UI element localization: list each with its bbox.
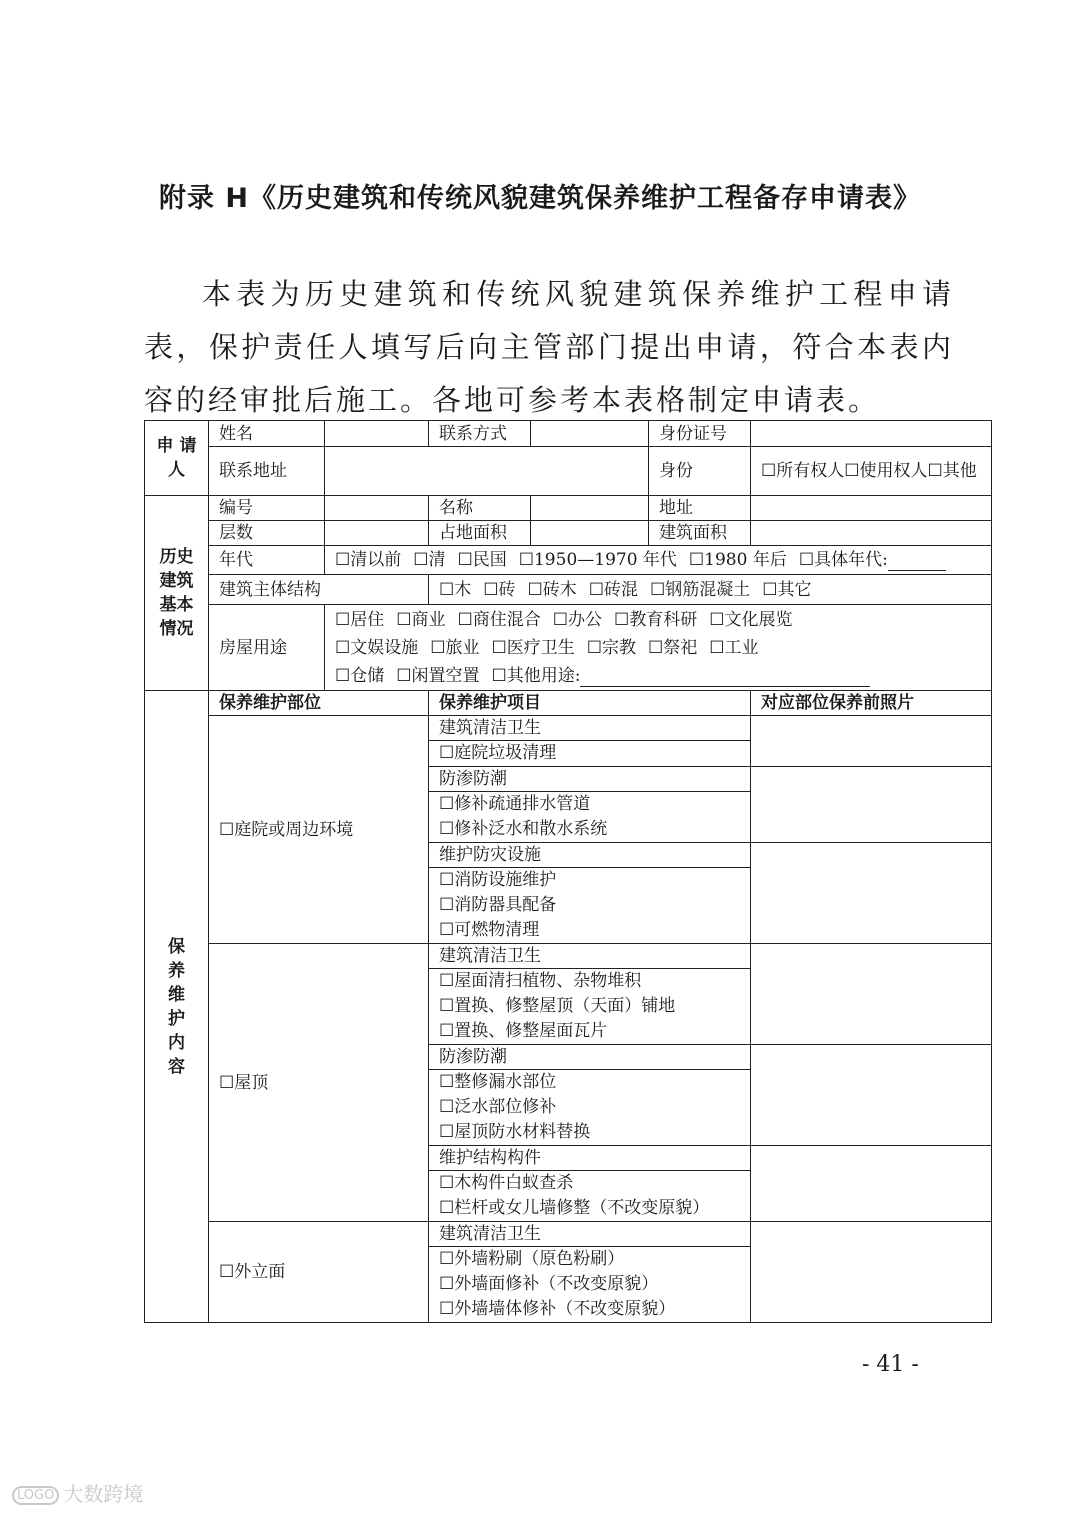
maintenance-item-list [429,741,751,767]
usage-option[interactable]: ☐仓储 [335,665,385,686]
usage-option[interactable]: ☐医疗卫生 [491,637,575,658]
applicant-row-1 [145,421,992,447]
maintenance-item-checkbox[interactable]: ☐泛水部位修补 [439,1097,557,1117]
col-part-header: 保养维护部位 [209,691,429,716]
maintenance-item-list [429,868,751,944]
maintenance-part[interactable]: ☐庭院或周边环境 [209,716,429,944]
identity-label: 身份 [649,447,751,496]
land-area-label: 占地面积 [429,521,531,546]
maintenance-item-checkbox[interactable]: ☐屋顶防水材料替换 [439,1122,591,1142]
maintenance-item-list [429,1247,751,1323]
maintenance-item-checkbox[interactable]: ☐消防设施维护 [439,870,557,890]
contact-label: 联系方式 [429,421,531,447]
era-options[interactable] [325,546,992,575]
building-area-label: 建筑面积 [649,521,751,546]
maintenance-group-heading: 维护防灾设施 [429,843,751,868]
usage-option[interactable]: ☐文化展览 [709,609,793,630]
maintenance-part[interactable]: ☐屋顶 [209,944,429,1222]
usage-option[interactable]: ☐居住 [335,609,385,630]
maintenance-group-heading: 建筑清洁卫生 [429,1222,751,1247]
number-label: 编号 [209,496,325,521]
maintenance-item-checkbox[interactable]: ☐消防器具配备 [439,895,557,915]
maintenance-item-checkbox[interactable]: ☐修补泛水和散水系统 [439,819,608,839]
era-row [145,546,992,575]
usage-row [145,605,992,691]
maintenance-item-list [429,1171,751,1222]
building-row-1 [145,496,992,521]
photo-cell[interactable] [751,1045,992,1146]
maintenance-item-checkbox[interactable]: ☐栏杆或女儿墙修整（不改变原貌） [439,1198,710,1218]
structure-option[interactable]: ☐砖 [483,579,516,600]
maintenance-item-list [429,969,751,1045]
watermark [12,1478,143,1507]
building-address-field[interactable] [751,496,992,521]
era-option[interactable]: ☐民国 [457,550,507,570]
id-number-label: 身份证号 [649,421,751,447]
name-field[interactable] [325,421,429,447]
id-number-field[interactable] [751,421,992,447]
contact-field[interactable] [531,421,649,447]
watermark-logo-icon: LOGO [12,1486,59,1505]
photo-cell[interactable] [751,843,992,944]
maintenance-item-checkbox[interactable]: ☐外墙面修补（不改变原貌） [439,1274,659,1294]
watermark-text: 大数跨境 [63,1482,144,1506]
maintenance-group-heading: 防渗防潮 [429,767,751,792]
applicant-row-2 [145,447,992,496]
maintenance-item-checkbox[interactable]: ☐庭院垃圾清理 [439,743,557,763]
maintenance-item-list [429,792,751,843]
photo-cell[interactable] [751,716,992,767]
usage-option[interactable]: ☐宗教 [586,637,636,658]
address-label: 联系地址 [209,447,325,496]
maintenance-item-checkbox[interactable]: ☐屋面清扫植物、杂物堆积 [439,971,642,991]
col-photo-header: 对应部位保养前照片 [751,691,992,716]
building-section-label: 历史 建筑 基本 情况 [145,496,209,691]
photo-cell[interactable] [751,1222,992,1323]
building-name-field[interactable] [531,496,649,521]
maintenance-item-list [429,1070,751,1146]
usage-label: 房屋用途 [209,605,325,691]
usage-option[interactable]: ☐办公 [552,609,602,630]
usage-option[interactable]: ☐旅业 [430,637,480,658]
era-label: 年代 [209,546,325,575]
maintenance-group-heading: 防渗防潮 [429,1045,751,1070]
usage-option[interactable]: ☐其他用途: [492,665,871,687]
intro-paragraph [144,268,954,427]
structure-option[interactable]: ☐木 [439,579,472,600]
page-title: 附录 H《历史建筑和传统风貌建筑保养维护工程备存申请表》 [159,183,921,214]
building-name-label: 名称 [429,496,531,521]
fill-in-line[interactable] [888,554,946,571]
maintenance-group-heading: 维护结构构件 [429,1146,751,1171]
name-label: 姓名 [209,421,325,447]
address-field[interactable] [325,447,649,496]
maintenance-row [145,944,992,969]
structure-option[interactable]: ☐砖木 [527,579,577,600]
fill-in-line[interactable] [580,670,870,687]
structure-options[interactable] [429,575,992,605]
number-field[interactable] [325,496,429,521]
intro-text: 本表为历史建筑和传统风貌建筑保养维护工程申请表，保护责任人填写后向主管部门提出申请，符合本表内容的经审批后施工。各地可参考本表格制定申请表。 [144,277,954,417]
maintenance-part[interactable]: ☐外立面 [209,1222,429,1323]
usage-option[interactable]: ☐闲置空置 [396,665,480,686]
building-area-field[interactable] [751,521,992,546]
col-item-header: 保养维护项目 [429,691,751,716]
maintenance-item-checkbox[interactable]: ☐修补疏通排水管道 [439,794,591,814]
era-option[interactable]: ☐1980 年后 [688,550,787,570]
maintenance-item-checkbox[interactable]: ☐外墙墙体修补（不改变原貌） [439,1299,676,1319]
structure-label: 建筑主体结构 [209,575,429,605]
usage-option[interactable]: ☐商业 [396,609,446,630]
building-address-label: 地址 [649,496,751,521]
era-option[interactable]: ☐清以前 [335,550,402,570]
maintenance-item-checkbox[interactable]: ☐木构件白蚁查杀 [439,1173,574,1193]
maintenance-group-heading: 建筑清洁卫生 [429,944,751,969]
identity-options[interactable]: ☐所有权人☐使用权人☐其他 [751,447,992,496]
maintenance-row [145,1222,992,1247]
floors-label: 层数 [209,521,325,546]
structure-option[interactable]: ☐钢筋混凝土 [650,579,751,600]
maintenance-header-row [145,691,992,716]
era-option[interactable]: ☐1950—1970 年代 [518,550,677,570]
photo-cell[interactable] [751,944,992,1045]
photo-cell[interactable] [751,1146,992,1222]
maintenance-item-checkbox[interactable]: ☐整修漏水部位 [439,1072,557,1092]
maintenance-item-checkbox[interactable]: ☐置换、修整屋顶（天面）铺地 [439,996,676,1016]
maintenance-item-checkbox[interactable]: ☐外墙粉刷（原色粉刷） [439,1249,625,1269]
usage-options[interactable] [325,605,992,691]
maintenance-section-label: 保 养 维 护 内 容 [145,691,209,1323]
maintenance-item-checkbox[interactable]: ☐置换、修整屋面瓦片 [439,1021,608,1041]
land-area-field[interactable] [531,521,649,546]
era-option[interactable]: ☐具体年代: [799,549,946,571]
usage-option[interactable]: ☐商住混合 [457,609,541,630]
structure-option[interactable]: ☐其它 [762,579,812,600]
usage-option[interactable]: ☐工业 [709,637,759,658]
structure-row [145,575,992,605]
maintenance-item-checkbox[interactable]: ☐可燃物清理 [439,920,540,940]
application-form [144,420,992,1323]
building-row-2 [145,521,992,546]
photo-cell[interactable] [751,767,992,843]
usage-option[interactable]: ☐文娱设施 [335,637,419,658]
usage-option[interactable]: ☐祭祀 [648,637,698,658]
page-number: - 41 - [862,1352,919,1377]
structure-option[interactable]: ☐砖混 [588,579,638,600]
applicant-section-label: 申 请 人 [145,421,209,496]
maintenance-row [145,716,992,741]
era-option[interactable]: ☐清 [413,550,446,570]
floors-field[interactable] [325,521,429,546]
usage-option[interactable]: ☐教育科研 [614,609,698,630]
maintenance-group-heading: 建筑清洁卫生 [429,716,751,741]
